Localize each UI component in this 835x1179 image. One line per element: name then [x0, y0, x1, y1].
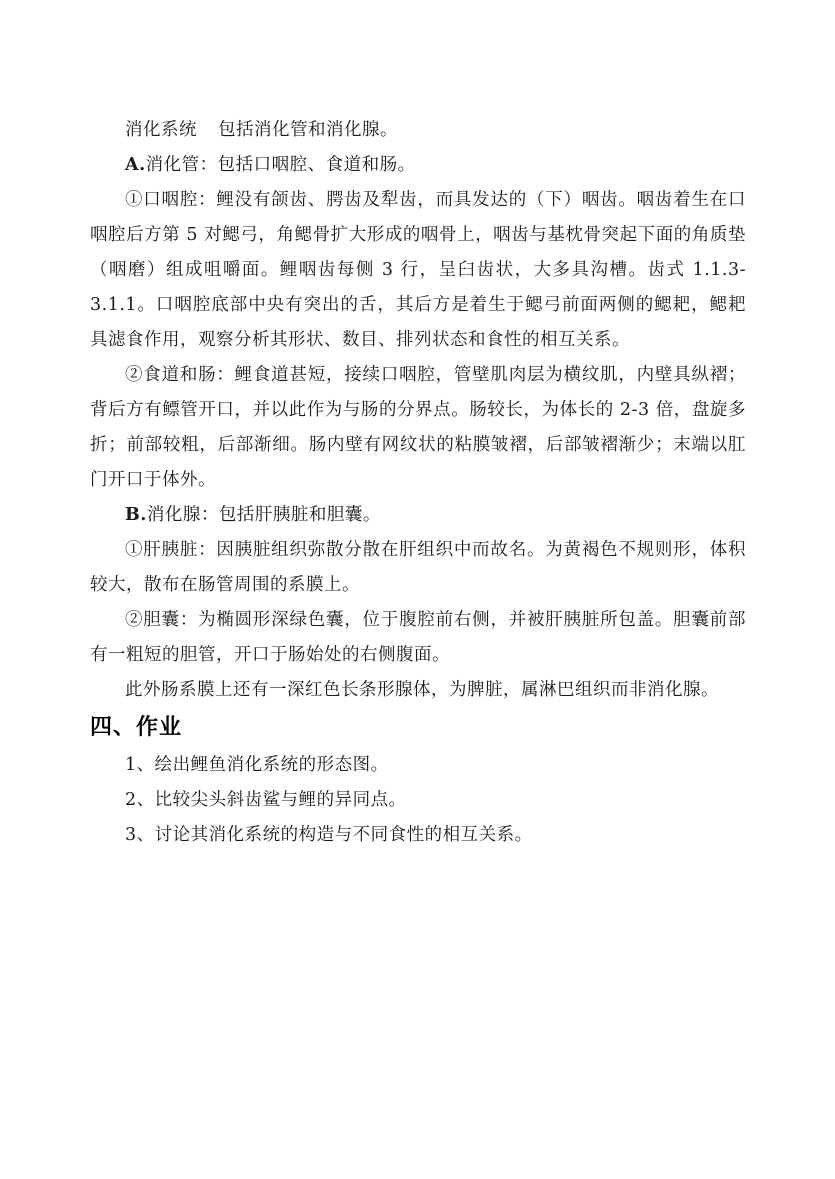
intro-title: 消化系统 — [125, 120, 197, 140]
pharynx-paragraph: ①口咽腔：鲤没有颌齿、腭齿及犁齿，而具发达的（下）咽齿。咽齿着生在口咽腔后方第 5 对鳃弓，角鳃骨扩大形成的咽骨上，咽齿与基枕骨突起下面的角质垫（咽磨）组成咀嚼面。鲤咽齿每侧 3 行，呈臼齿状，大多具沟槽。齿式 1.1.3-3.1.1。口咽腔底部中央有突出的舌，其后方是着生于鳃弓前面两侧的鳃耙，鳃耙具滤食作用，观察分析其形状、数目、排列状态和食性的相互关系。 — [90, 190, 746, 350]
spleen-paragraph: 此外肠系膜上还有一深红色长条形腺体，为脾脏，属淋巴组织而非消化腺。 — [125, 680, 719, 700]
hepatopancreas-paragraph: ①肝胰脏：因胰脏组织弥散分散在肝组织中而故名。为黄褐色不规则形，体积较大，散布在肠管周围的系膜上。 — [90, 540, 746, 595]
section-b-paragraph — [90, 498, 746, 533]
homework-item: 2、比较尖头斜齿鲨与鲤的异同点。 — [125, 790, 407, 810]
gallbladder-paragraph: ②胆囊：为椭圆形深绿色囊，位于腹腔前右侧，并被肝胰脏所包盖。胆囊前部有一粗短的胆管，开口于肠始处的右侧腹面。 — [90, 610, 746, 665]
intro-text: 包括消化管和消化腺。 — [218, 120, 398, 140]
section-b-label: B. — [125, 505, 147, 525]
homework-heading: 四、作业 — [90, 715, 183, 740]
section-a-label: A. — [125, 155, 146, 175]
document-body — [90, 113, 746, 853]
intro-paragraph — [90, 113, 746, 148]
homework-item: 3、讨论其消化系统的构造与不同食性的相互关系。 — [125, 825, 533, 845]
section-a-text: 消化管：包括口咽腔、食道和肠。 — [145, 155, 416, 175]
homework-item: 1、绘出鲤鱼消化系统的形态图。 — [125, 755, 389, 775]
section-a-paragraph — [90, 148, 746, 183]
section-b-text: 消化腺：包括肝胰脏和胆囊。 — [146, 505, 381, 525]
esophagus-paragraph: ②食道和肠：鲤食道甚短，接续口咽腔，管壁肌肉层为横纹肌，内壁具纵褶；背后方有鳔管开口，并以此作为与肠的分界点。肠较长，为体长的 2-3 倍，盘旋多折；前部较粗，后部渐细。肠内壁有网纹状的粘膜皱褶，后部皱褶渐少；末端以肛门开口于体外。 — [90, 365, 746, 490]
